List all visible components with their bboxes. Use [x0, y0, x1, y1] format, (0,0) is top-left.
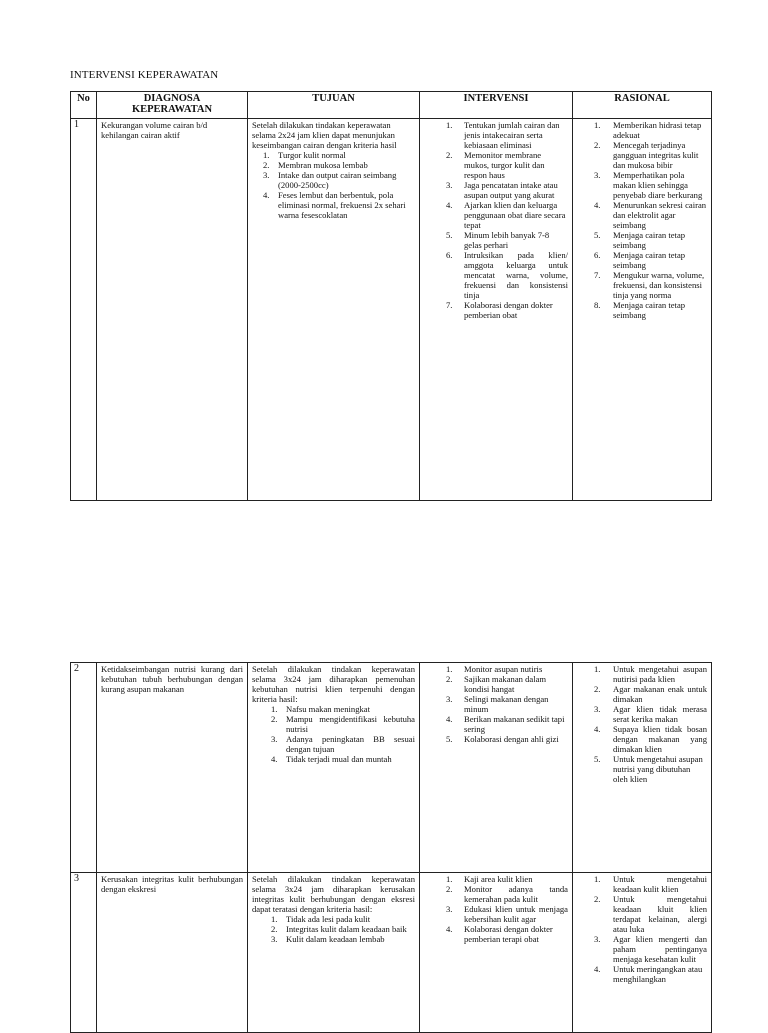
header-no-label: No	[77, 93, 90, 104]
rasional-item: 1. Untuk mengetahui asupan nutirisi pada klien	[577, 664, 707, 684]
tujuan-criteria-list	[252, 914, 415, 944]
tujuan-criteria-item: 1. Nafsu makan meningkat	[252, 704, 415, 714]
intervensi-list	[424, 874, 568, 944]
intervensi-item: 4. Kolaborasi dengan dokter pemberian terapi obat	[424, 924, 568, 944]
rasional-item: 1. Untuk mengetahui keadaan kulit klien	[577, 874, 707, 894]
header-diagnosa	[97, 92, 248, 119]
header-tujuan-label: TUJUAN	[312, 93, 355, 104]
rasional-list	[577, 874, 707, 984]
diagnosa-text: Ketidakseimbangan nutrisi kurang dari kebutuhan tubuh berhubungan dengan kurang asupan makanan	[101, 664, 243, 694]
table-header-row	[71, 92, 712, 119]
intervensi-list	[424, 120, 568, 320]
header-rasional	[573, 92, 712, 119]
intervensi-item: 2. Memonitor membrane mukos, turgor kulit dan respon haus	[424, 150, 568, 180]
intervensi-item: 4. Ajarkan klien dan keluarga penggunaan obat diare secara tepat	[424, 200, 568, 230]
intervensi-item: 6. Intruksikan pada klien/ amggota keluarga untuk mencatat warna, volume, frekuensi dan konsistensi tinja	[424, 250, 568, 300]
row-number: 3	[71, 873, 97, 1033]
tujuan-criteria-item: 1. Tidak ada lesi pada kulit	[252, 914, 415, 924]
rasional-item: 5. Untuk mengetahui asupan nutrisi yang dibutuhan oleh klien	[577, 754, 707, 784]
tujuan-cell	[248, 873, 420, 1033]
diagnosa-cell	[97, 663, 248, 873]
tujuan-criteria-item: 4. Feses lembut dan berbentuk, pola eliminasi normal, frekuensi 2x sehari warna fesescoklatan	[252, 190, 415, 220]
header-rasional-label: RASIONAL	[614, 93, 670, 104]
intervensi-item: 3. Edukasi klien untuk menjaga kebersihan kulit agar	[424, 904, 568, 924]
header-no	[71, 92, 97, 119]
intervensi-item: 3. Selingi makanan dengan minum	[424, 694, 568, 714]
row-number: 2	[71, 663, 97, 873]
rasional-item: 2. Agar makanan enak untuk dimakan	[577, 684, 707, 704]
tujuan-criteria-item: 2. Mampu mengidentifikasi kebutuha nutrisi	[252, 714, 415, 734]
rasional-item: 6. Menjaga cairan tetap seimbang	[577, 250, 707, 270]
table-row	[71, 119, 712, 501]
intervensi-item: 1. Kaji area kulit klien	[424, 874, 568, 884]
header-diagnosa-line2: KEPERAWATAN	[131, 104, 213, 115]
diagnosa-cell	[97, 873, 248, 1033]
diagnosa-text: Kekurangan volume cairan b/d kehilangan cairan aktif	[101, 120, 208, 140]
rasional-item: 3. Memperhatikan pola makan klien sehingga penyebab diare berkurang	[577, 170, 707, 200]
intervention-table-1	[70, 91, 712, 501]
intervensi-item: 1. Tentukan jumlah cairan dan jenis intakecairan serta kebiasaan eliminasi	[424, 120, 568, 150]
intervensi-item: 4. Berikan makanan sedikit tapi sering	[424, 714, 568, 734]
rasional-item: 7. Mengukur warna, volume, frekuensi, dan konsistensi tinja yang norma	[577, 270, 707, 300]
tujuan-criteria-item: 2. Membran mukosa lembab	[252, 160, 415, 170]
rasional-item: 3. Agar klien mengerti dan paham pentinganya menjaga kesehatan kulit	[577, 934, 707, 964]
tujuan-criteria-item: 4. Tidak terjadi mual dan muntah	[252, 754, 415, 764]
rasional-cell	[573, 663, 712, 873]
intervensi-item: 7. Kolaborasi dengan dokter pemberian obat	[424, 300, 568, 320]
header-intervensi	[420, 92, 573, 119]
rasional-item: 5. Menjaga cairan tetap seimbang	[577, 230, 707, 250]
tujuan-cell	[248, 119, 420, 501]
intervensi-item: 1. Monitor asupan nutiris	[424, 664, 568, 674]
intervensi-list	[424, 664, 568, 744]
header-tujuan	[248, 92, 420, 119]
rasional-item: 8. Menjaga cairan tetap seimbang	[577, 300, 707, 320]
tujuan-criteria-list	[252, 704, 415, 764]
rasional-item: 2. Untuk mengetahui keadaan kluit klien terdapat kelainan, alergi atau luka	[577, 894, 707, 934]
table-row	[71, 663, 712, 873]
rasional-item: 3. Agar klien tidak merasa serat kerika makan	[577, 704, 707, 724]
tujuan-intro: Setelah dilakukan tindakan keperawatan selama 2x24 jam klien dapat menunjukan keseimbangan cairan dengan kriteria hasil	[252, 120, 397, 150]
diagnosa-text: Kerusakan integritas kulit berhubungan dengan ekskresi	[101, 874, 243, 894]
intervensi-cell	[420, 663, 573, 873]
tujuan-intro: Setelah dilakukan tindakan keperawatan selama 3x24 jam diharapkan kerusakan integritas kulit berhubungan dengan eksresi dapat teratasi dengan kriteria hasil:	[252, 874, 415, 914]
intervensi-item: 3. Jaga pencatatan intake atau asupan output yang akurat	[424, 180, 568, 200]
rasional-list	[577, 120, 707, 320]
intervensi-item: 2. Monitor adanya tanda kemerahan pada kulit	[424, 884, 568, 904]
header-intervensi-label: INTERVENSI	[463, 93, 529, 104]
diagnosa-cell	[97, 119, 248, 501]
rasional-item: 1. Memberikan hidrasi tetap adekuat	[577, 120, 707, 140]
tujuan-criteria-item: 3. Intake dan output cairan seimbang (2000-2500cc)	[252, 170, 415, 190]
table-row	[71, 873, 712, 1033]
rasional-item: 4. Supaya klien tidak bosan dengan makanan yang dimakan klien	[577, 724, 707, 754]
rasional-list	[577, 664, 707, 784]
tujuan-criteria-item: 2. Integritas kulit dalam keadaan baik	[252, 924, 415, 934]
tujuan-criteria-item: 3. Adanya peningkatan BB sesuai dengan tujuan	[252, 734, 415, 754]
intervensi-item: 5. Kolaborasi dengan ahli gizi	[424, 734, 568, 744]
rasional-cell	[573, 119, 712, 501]
rasional-item: 4. Menurunkan sekresi cairan dan elektrolit agar seimbang	[577, 200, 707, 230]
rasional-item: 2. Mencegah terjadinya gangguan integritas kulit dan mukosa bibir	[577, 140, 707, 170]
intervention-table-2	[70, 662, 712, 1033]
intervensi-cell	[420, 119, 573, 501]
tujuan-intro: Setelah dilakukan tindakan keperawatan selama 3x24 jam diharapkan pemenuhan kebutuhan nutrisi klien terpenuhi dengan kriteria hasil:	[252, 664, 415, 704]
tujuan-criteria-item: 3. Kulit dalam keadaan lembab	[252, 934, 415, 944]
tujuan-criteria-list	[252, 150, 415, 220]
intervensi-cell	[420, 873, 573, 1033]
row-number: 1	[71, 119, 97, 501]
rasional-item: 4. Untuk meringangkan atau menghilangkan	[577, 964, 707, 984]
tujuan-criteria-item: 1. Turgor kulit normal	[252, 150, 415, 160]
tujuan-cell	[248, 663, 420, 873]
header-diagnosa-line1: DIAGNOSA	[143, 93, 201, 104]
intervensi-item: 2. Sajikan makanan dalam kondisi hangat	[424, 674, 568, 694]
page-title: INTERVENSI KEPERAWATAN	[70, 69, 219, 81]
intervensi-item: 5. Minum lebih banyak 7-8 gelas perhari	[424, 230, 568, 250]
rasional-cell	[573, 873, 712, 1033]
